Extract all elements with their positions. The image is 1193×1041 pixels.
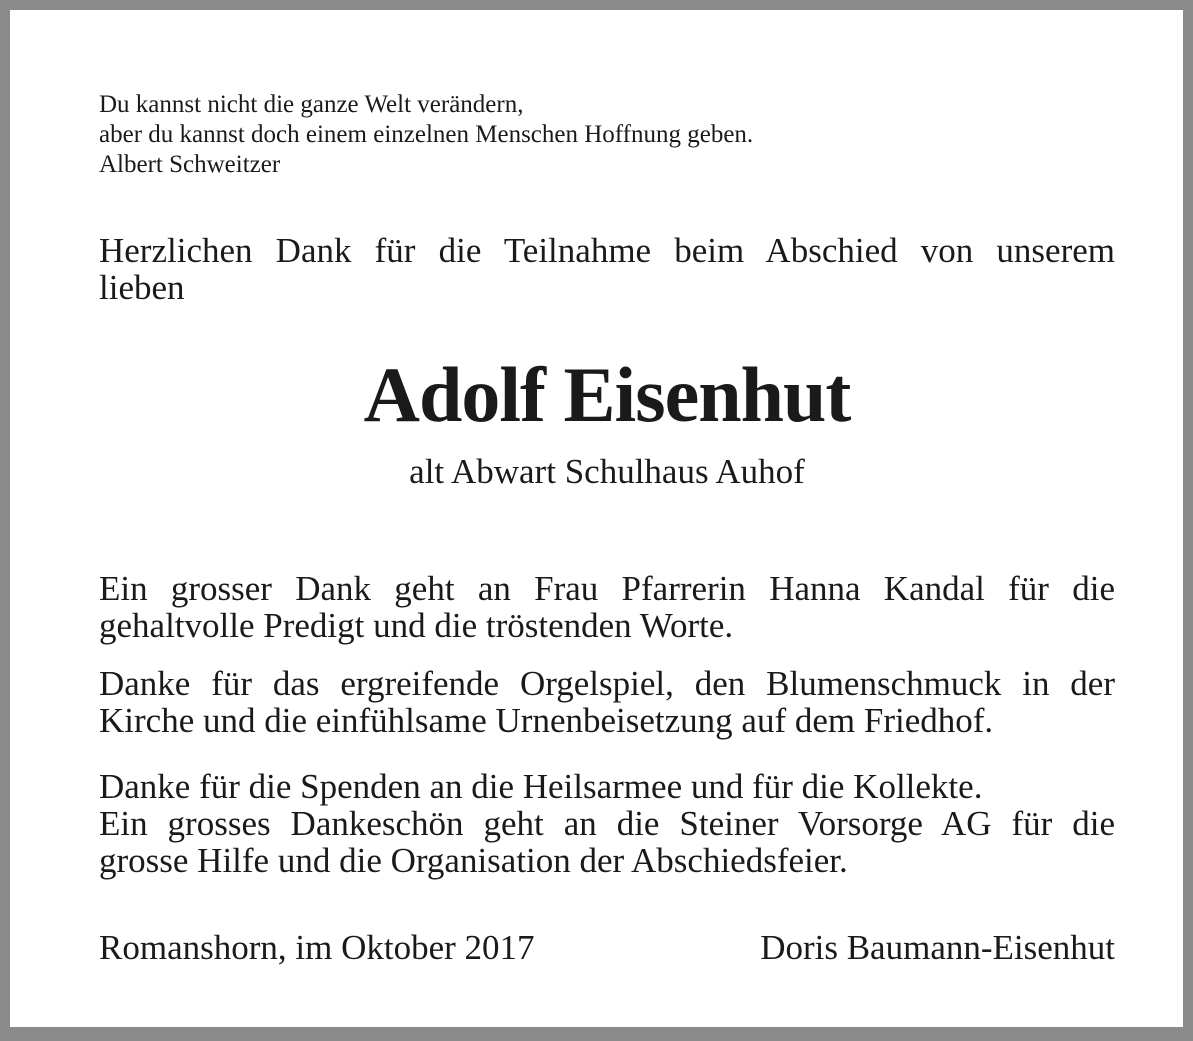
thanks-3-line-2: Ein grosses Dankeschön geht an die Steiner Vorsorge AG für die xyxy=(99,804,1115,843)
thanks-2-line-2: Kirche und die einfühlsame Urnenbeisetzung auf dem Friedhof. xyxy=(99,701,994,740)
deceased-description: alt Abwart Schulhaus Auhof xyxy=(409,452,805,491)
thanks-paragraph-2 xyxy=(99,665,1115,739)
deceased-name: Adolf Eisenhut xyxy=(363,351,851,438)
place-and-date: Romanshorn, im Oktober 2017 xyxy=(99,928,535,967)
quote-line-2: aber du kannst doch einem einzelnen Menschen Hoffnung geben. xyxy=(99,121,754,148)
signature: Doris Baumann-Eisenhut xyxy=(760,928,1115,967)
thanks-3-line-1: Danke für die Spenden an die Heilsarmee und für die Kollekte. xyxy=(99,767,983,806)
intro-line-2: lieben xyxy=(99,268,185,307)
thanks-2-line-1: Danke für das ergreifende Orgelspiel, den Blumenschmuck in der xyxy=(99,664,1115,703)
epigraph-quote xyxy=(99,90,753,180)
thanks-1-line-2: gehaltvolle Predigt und die tröstenden Worte. xyxy=(99,606,734,645)
thanks-3-line-3: grosse Hilfe und die Organisation der Abschiedsfeier. xyxy=(99,841,848,880)
intro-paragraph xyxy=(99,232,1115,306)
thanks-1-line-1: Ein grosser Dank geht an Frau Pfarrerin Hanna Kandal für die xyxy=(99,569,1115,608)
intro-line-1: Herzlichen Dank für die Teilnahme beim Abschied von unserem xyxy=(99,231,1115,270)
thanks-paragraph-3 xyxy=(99,768,1115,879)
notice-footer xyxy=(99,928,1115,968)
thanks-paragraph-1 xyxy=(99,570,1115,644)
quote-author: Albert Schweitzer xyxy=(99,151,281,178)
quote-line-1: Du kannst nicht die ganze Welt verändern, xyxy=(99,91,524,118)
